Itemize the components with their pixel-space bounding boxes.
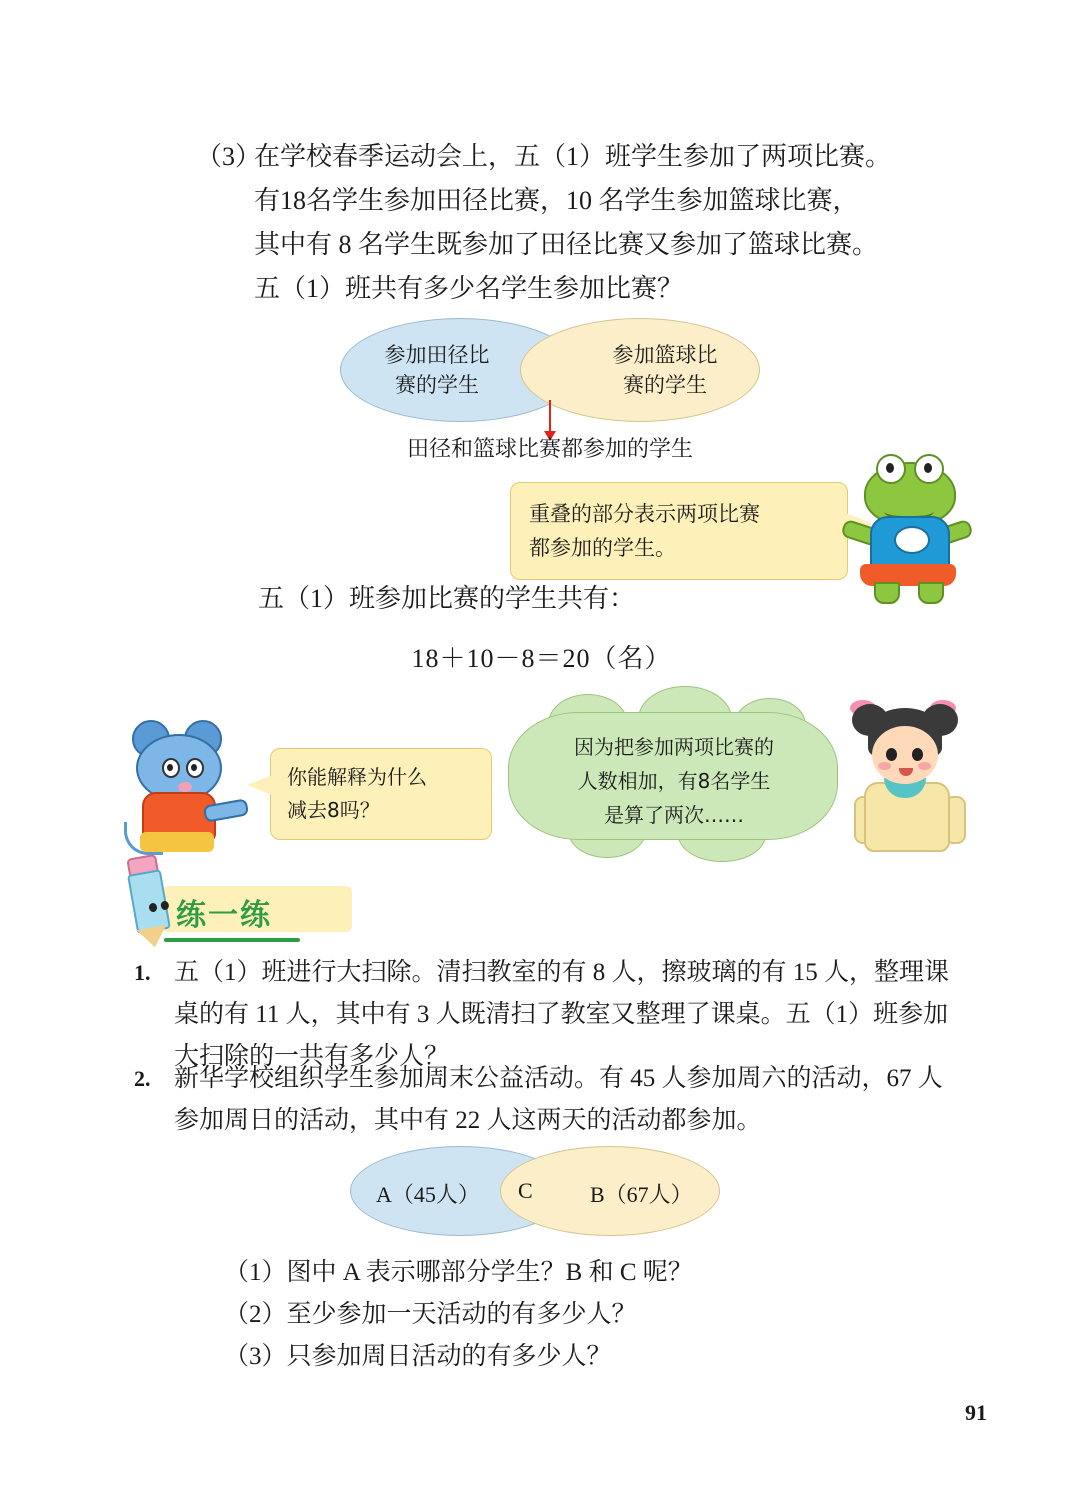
frog-eye-left xyxy=(876,454,906,484)
practice-underline xyxy=(164,938,300,942)
exercise-1-line-3: 大扫除的一共有多少人？ xyxy=(174,1043,450,1070)
venn1-right-label xyxy=(590,340,740,400)
solution-equation: 18＋10－8＝20（名） xyxy=(411,644,672,673)
problem-3-text xyxy=(254,135,956,311)
frog-speech-bubble xyxy=(510,482,848,580)
problem-3-line-3: 其中有 8 名学生既参加了田径比赛又参加了篮球比赛。 xyxy=(254,230,879,259)
exercise-2-text xyxy=(174,1058,964,1142)
frog-bubble-line-1: 重叠的部分表示两项比赛 xyxy=(529,502,760,526)
exercise-2 xyxy=(134,1058,964,1142)
girl-cheek-right xyxy=(918,762,931,770)
cloud-bubble-line-3: 是算了两次…… xyxy=(604,803,744,827)
girl-face xyxy=(872,726,938,784)
cloud-bubble-line-2: 人数相加，有8名学生 xyxy=(577,769,771,793)
frog-eye-right xyxy=(914,454,944,484)
subquestion-3: （3）只参加周日活动的有多少人？ xyxy=(224,1343,612,1370)
girl-cheek-left xyxy=(878,762,891,770)
problem-3 xyxy=(196,135,956,311)
mouse-bubble-line-1: 你能解释为什么 xyxy=(287,765,427,789)
girl-eye-left xyxy=(886,748,897,761)
mouse-character-icon xyxy=(120,718,250,858)
page-number: 91 xyxy=(965,1400,987,1425)
venn2-label-c: C xyxy=(518,1178,533,1203)
cloud-bubble-line-1: 因为把参加两项比赛的 xyxy=(574,735,774,759)
mouse-eye-left xyxy=(162,758,180,778)
girl-eye-right xyxy=(912,748,923,761)
problem-3-line-1: 在学校春季运动会上，五（1）班学生参加了两项比赛。 xyxy=(254,142,892,171)
exercise-1-line-2: 桌的有 11 人，其中有 3 人既清扫了教室又整理了课桌。五（1）班参加 xyxy=(174,1001,949,1028)
solution-intro-text: 五（1）班参加比赛的学生共有： xyxy=(258,584,636,613)
venn2-label-b: B（67人） xyxy=(590,1182,693,1207)
mouse-eye-right xyxy=(186,758,204,778)
frog-leg-right xyxy=(918,582,944,604)
venn2-label-a: A（45人） xyxy=(376,1182,480,1207)
venn1-right-label-line1: 参加篮球比 xyxy=(612,343,718,367)
venn1-caption: 田径和篮球比赛都参加的学生 xyxy=(406,436,693,461)
cloud-speech-bubble xyxy=(508,712,838,840)
girl-mouth xyxy=(899,768,913,776)
exercise-1-line-1: 五（1）班进行大扫除。清扫教室的有 8 人，擦玻璃的有 15 人，整理课 xyxy=(174,959,950,986)
frog-bubble-line-2: 都参加的学生。 xyxy=(529,536,676,560)
mouse-speech-bubble xyxy=(270,748,492,840)
exercise-1-index: 1. xyxy=(134,960,151,985)
venn1-left-label xyxy=(362,340,512,400)
venn1-left-label-line1: 参加田径比 xyxy=(384,343,490,367)
exercise-2-line-1: 新华学校组织学生参加周末公益活动。有 45 人参加周六的活动，67 人 xyxy=(174,1065,943,1092)
mouse-pants xyxy=(140,832,214,852)
pencil-icon xyxy=(116,851,178,954)
frog-character-icon xyxy=(848,452,968,602)
venn1-left-label-line2: 赛的学生 xyxy=(395,373,479,397)
bubble-tail-icon xyxy=(247,775,272,795)
mouse-nose xyxy=(178,782,192,792)
problem-3-line-2: 有18名学生参加田径比赛，10 名学生参加篮球比赛， xyxy=(254,186,859,215)
girl-character-icon xyxy=(848,700,978,860)
problem-3-line-4: 五（1）班共有多少名学生参加比赛？ xyxy=(254,274,684,303)
venn1-arrow-icon xyxy=(549,400,551,432)
subquestion-2: （2）至少参加一天活动的有多少人？ xyxy=(224,1301,637,1328)
exercise-2-index: 2. xyxy=(134,1066,151,1091)
frog-leg-left xyxy=(874,582,900,604)
venn-diagram-2 xyxy=(350,1146,720,1238)
pencil-eye-right xyxy=(160,900,169,910)
mouse-bubble-line-2: 减去8吗？ xyxy=(287,798,380,822)
venn1-right-label-line2: 赛的学生 xyxy=(623,373,707,397)
practice-section-header xyxy=(120,860,380,950)
exercise-2-line-2: 参加周日的活动，其中有 22 人这两天的活动都参加。 xyxy=(174,1107,762,1134)
pencil-eye-left xyxy=(148,902,157,912)
problem-3-number: （3） xyxy=(196,142,262,171)
subquestion-1: （1）图中 A 表示哪部分学生？B 和 C 呢？ xyxy=(224,1259,693,1286)
practice-label: 练一练 xyxy=(176,898,272,933)
cloud-bubble-text xyxy=(536,730,812,832)
pencil-tip xyxy=(137,925,170,950)
